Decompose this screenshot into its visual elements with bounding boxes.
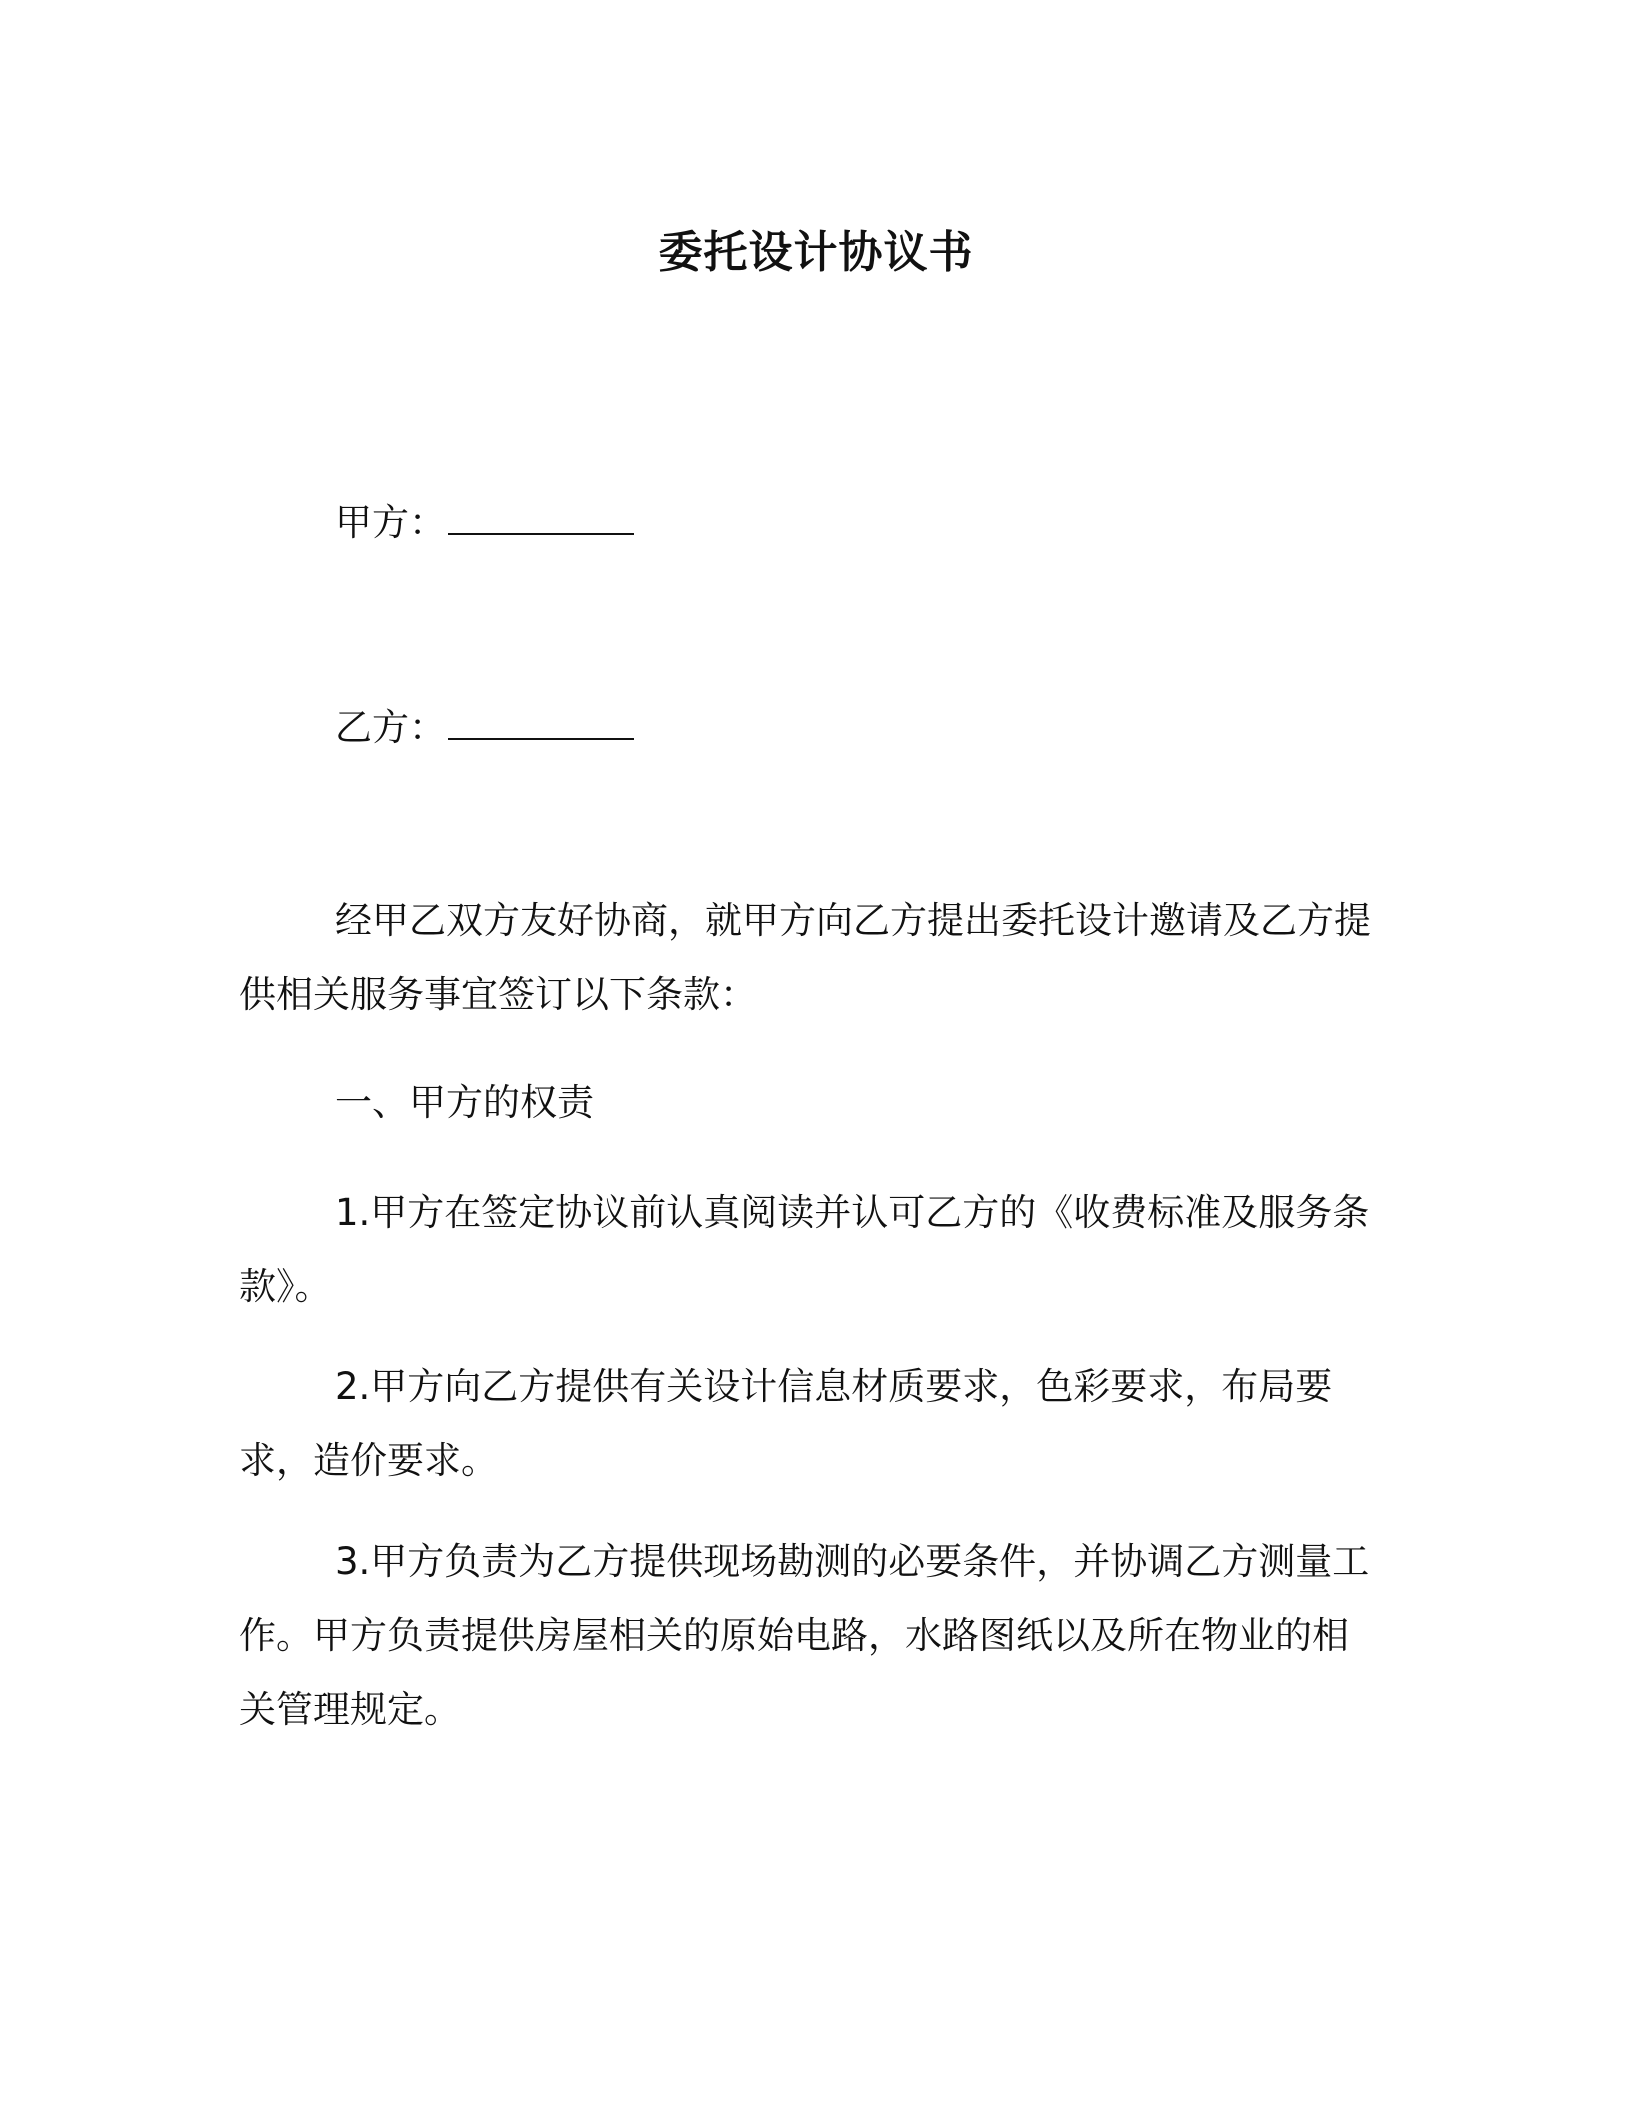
party-b-field — [335, 702, 634, 752]
clause-3: 3.甲方负责为乙方提供现场勘测的必要条件，并协调乙方测量工作。甲方负责提供房屋相关的原始电路，水路图纸以及所在物业的相关管理规定。 — [239, 1540, 1370, 1731]
party-a-field — [335, 497, 634, 547]
party-a-label: 甲方： — [335, 501, 446, 544]
party-a-blank — [448, 497, 634, 535]
party-b-label: 乙方： — [335, 706, 446, 749]
party-b-blank — [448, 702, 634, 740]
clause-1: 1.甲方在签定协议前认真阅读并认可乙方的《收费标准及服务条款》。 — [239, 1191, 1370, 1308]
section-1-heading: 一、甲方的权责 — [335, 1081, 594, 1124]
clause-2: 2.甲方向乙方提供有关设计信息材质要求，色彩要求，布局要求，造价要求。 — [239, 1365, 1333, 1482]
intro-paragraph: 经甲乙双方友好协商，就甲方向乙方提出委托设计邀请及乙方提供相关服务事宜签订以下条款： — [239, 899, 1371, 1016]
document-title: 委托设计协议书 — [658, 227, 974, 278]
